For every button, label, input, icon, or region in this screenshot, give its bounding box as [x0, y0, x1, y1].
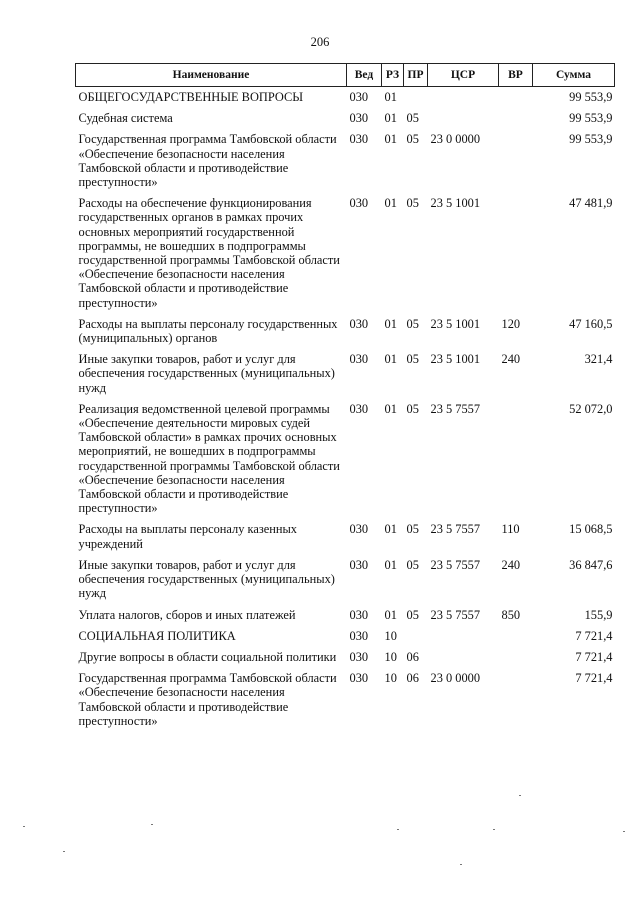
cell-csr: 23 5 1001: [430, 196, 481, 211]
cell-ved: 030: [349, 352, 369, 367]
table-body: [76, 87, 615, 732]
cell-sum: 36 847,6: [569, 557, 613, 572]
table-row: [76, 519, 615, 554]
cell-vr: [499, 626, 533, 647]
cell-pr: 05: [406, 316, 419, 331]
cell-rz: 01: [384, 90, 397, 104]
cell-name: Расходы на выплаты персоналу казенных учреждений: [78, 522, 297, 551]
cell-rz: 01: [384, 196, 397, 211]
cell-rz: 01: [384, 522, 397, 537]
cell-sum: 47 481,9: [569, 196, 613, 211]
cell-name: Иные закупки товаров, работ и услуг для обеспечения государственных (муниципальных) нужд: [78, 352, 335, 395]
cell-ved: 030: [349, 522, 369, 537]
table-row: [76, 399, 615, 520]
table-row: [76, 626, 615, 647]
cell-ved: 030: [349, 649, 369, 664]
cell-pr: 06: [406, 671, 419, 686]
cell-rz: 10: [384, 649, 397, 664]
cell-vr: [499, 87, 533, 109]
cell-pr: 05: [406, 132, 419, 147]
cell-rz: 01: [384, 132, 397, 147]
scan-speck: [23, 826, 25, 827]
cell-ved: 030: [349, 316, 369, 331]
header-pr: ПР: [404, 64, 428, 87]
cell-ved: 030: [349, 671, 369, 686]
cell-sum: 155,9: [584, 607, 613, 622]
cell-vr: [499, 129, 533, 193]
table-row: [76, 647, 615, 668]
cell-pr: 05: [406, 352, 419, 367]
cell-rz: 10: [384, 671, 397, 686]
cell-csr: 23 5 7557: [430, 607, 481, 622]
cell-csr: [428, 87, 499, 109]
scan-speck: [623, 831, 625, 832]
cell-ved: 030: [349, 111, 369, 126]
cell-vr: [499, 668, 533, 732]
cell-pr: 05: [406, 522, 419, 537]
cell-csr: 23 0 0000: [430, 132, 481, 147]
cell-name: Судебная система: [78, 111, 173, 126]
cell-pr: [404, 87, 428, 109]
table-row: [76, 314, 615, 349]
cell-ved: 030: [349, 401, 369, 416]
cell-name: Государственная программа Тамбовской области «Обеспечение безопасности населения Тамбовской области и противодействие преступности»: [78, 132, 337, 190]
scan-speck: [63, 851, 65, 852]
cell-name: Реализация ведомственной целевой программы «Обеспечение деятельности мировых судей Тамбовской области» в рамках прочих основных мероприятий, не вошедших в подпрограммы государственной программы Тамбовской области «Обеспечение безопасности населения Тамбовской области и противодействие преступности»: [78, 401, 340, 516]
cell-vr: 240: [501, 557, 521, 572]
cell-ved: 030: [349, 628, 369, 643]
scan-speck: [460, 864, 462, 865]
cell-sum: 7 721,4: [575, 671, 613, 686]
cell-pr: 06: [406, 649, 419, 664]
cell-name: Государственная программа Тамбовской области «Обеспечение безопасности населения Тамбовской области и противодействие преступности»: [78, 671, 337, 728]
table-row: [76, 87, 615, 109]
cell-vr: 110: [501, 522, 520, 537]
header-rz: РЗ: [382, 64, 404, 87]
cell-name: СОЦИАЛЬНАЯ ПОЛИТИКА: [78, 628, 236, 643]
cell-name: Другие вопросы в области социальной политики: [78, 649, 337, 664]
cell-sum: 99 553,9: [569, 111, 613, 126]
cell-csr: 23 5 1001: [430, 352, 481, 367]
cell-vr: 120: [501, 316, 521, 331]
table-row: [76, 555, 615, 605]
cell-pr: 05: [406, 607, 419, 622]
cell-csr: [428, 108, 499, 129]
cell-sum: 47 160,5: [569, 316, 613, 331]
cell-rz: 10: [384, 628, 397, 643]
cell-csr: [428, 626, 499, 647]
scan-speck: [493, 829, 495, 830]
cell-name: Иные закупки товаров, работ и услуг для обеспечения государственных (муниципальных) нужд: [78, 557, 335, 601]
header-ved: Вед: [347, 64, 382, 87]
cell-ved: 030: [349, 607, 369, 622]
cell-name: Уплата налогов, сборов и иных платежей: [78, 607, 296, 622]
cell-pr: [404, 626, 428, 647]
cell-ved: 030: [349, 90, 369, 104]
cell-pr: 05: [406, 111, 419, 126]
table-row: [76, 605, 615, 626]
cell-sum: 52 072,0: [569, 401, 613, 416]
cell-csr: 23 5 7557: [430, 522, 481, 537]
table-row: [76, 349, 615, 399]
cell-rz: 01: [384, 111, 397, 126]
table-row: [76, 668, 615, 732]
cell-vr: [499, 108, 533, 129]
cell-sum: 7 721,4: [575, 628, 613, 643]
cell-ved: 030: [349, 557, 369, 572]
table-row: [76, 193, 615, 314]
scan-speck: [397, 829, 399, 830]
table-header-row: [76, 64, 615, 87]
cell-rz: 01: [384, 401, 397, 416]
scan-speck: [151, 824, 153, 825]
header-name: Наименование: [76, 64, 347, 87]
cell-sum: 321,4: [584, 352, 613, 367]
table-row: [76, 129, 615, 193]
cell-csr: 23 5 1001: [430, 316, 481, 331]
cell-rz: 01: [384, 352, 397, 367]
cell-sum: 15 068,5: [569, 522, 613, 537]
cell-rz: 01: [384, 316, 397, 331]
cell-csr: 23 5 7557: [430, 557, 481, 572]
cell-csr: [428, 647, 499, 668]
cell-name: ОБЩЕГОСУДАРСТВЕННЫЕ ВОПРОСЫ: [78, 90, 304, 104]
header-sum: Сумма: [533, 64, 615, 87]
cell-rz: 01: [384, 607, 397, 622]
cell-sum: 7 721,4: [575, 649, 613, 664]
cell-csr: 23 0 0000: [430, 671, 481, 686]
cell-vr: [499, 647, 533, 668]
cell-csr: 23 5 7557: [430, 401, 481, 416]
cell-vr: 240: [501, 352, 521, 367]
cell-pr: 05: [406, 401, 419, 416]
header-vr: ВР: [499, 64, 533, 87]
cell-vr: [499, 399, 533, 520]
scan-speck: [519, 795, 521, 796]
cell-rz: 01: [384, 557, 397, 572]
cell-pr: 05: [406, 196, 419, 211]
cell-sum: 99 553,9: [569, 132, 613, 147]
cell-sum: 99 553,9: [569, 90, 613, 104]
budget-table: [75, 63, 615, 732]
header-csr: ЦСР: [428, 64, 499, 87]
cell-vr: 850: [501, 607, 521, 622]
cell-pr: 05: [406, 557, 419, 572]
table-row: [76, 108, 615, 129]
cell-ved: 030: [349, 196, 369, 211]
cell-name: Расходы на выплаты персоналу государственных (муниципальных) органов: [78, 316, 338, 346]
cell-ved: 030: [349, 132, 369, 147]
page-number: 206: [310, 35, 330, 49]
cell-vr: [499, 193, 533, 314]
cell-name: Расходы на обеспечение функционирования государственных органов в рамках прочих основных мероприятий государственной программы, не вошедших в подпрограммы государственной программы Тамбовской области «Обеспечение безопасности населения Тамбовской области и противодействие преступности»: [78, 196, 340, 310]
